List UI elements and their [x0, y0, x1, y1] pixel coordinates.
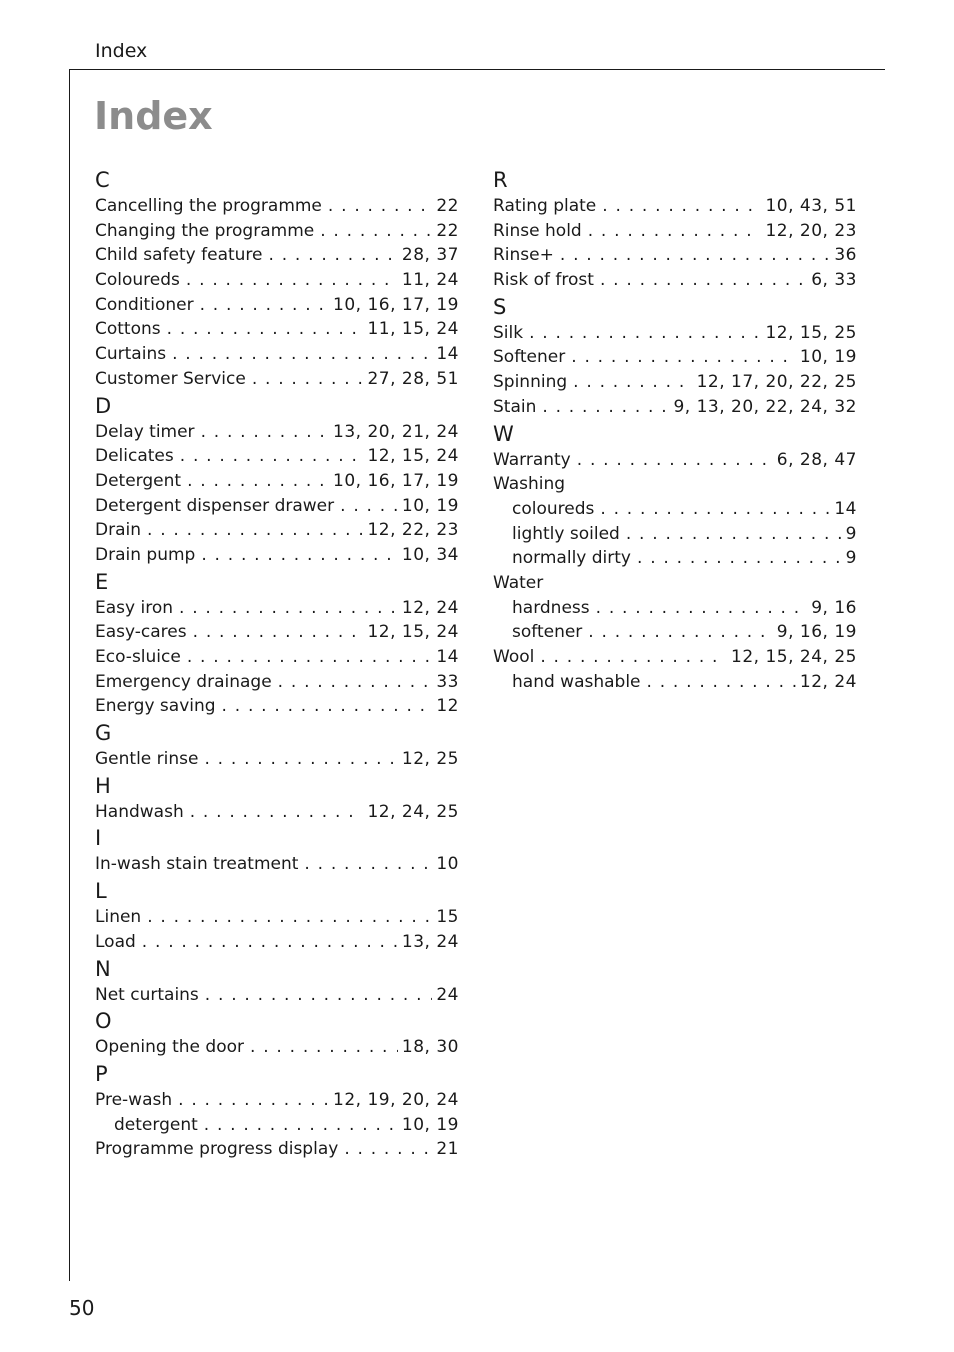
entry-pages: 28, 37 [401, 245, 459, 266]
entry-pages: 9, 13, 20, 22, 24, 32 [673, 396, 857, 417]
entry-pages: 12, 24, 25 [367, 801, 459, 822]
dot-leader [187, 645, 433, 670]
entry-term: Washing [493, 474, 566, 495]
entry-term: softener [512, 622, 583, 643]
entry-pages: 12, 15, 25 [765, 322, 857, 343]
dot-leader [542, 395, 669, 420]
entry-pages: 12, 19, 20, 24 [333, 1089, 459, 1110]
index-column-right [493, 166, 857, 694]
page-title: Index [94, 94, 213, 138]
entry-term: Risk of frost [493, 270, 594, 291]
entry-term: Delicates [95, 446, 174, 467]
entry-pages: 27, 28, 51 [367, 368, 459, 389]
section-letter: W [493, 421, 514, 446]
dot-leader [250, 1035, 398, 1060]
entry-term: hardness [512, 597, 590, 618]
index-column-left [95, 166, 459, 1162]
index-subentry [493, 670, 857, 695]
index-entry [493, 370, 857, 395]
dot-leader [147, 518, 363, 543]
entry-pages: 10, 43, 51 [765, 196, 857, 216]
entry-term: Detergent dispenser drawer [95, 495, 335, 516]
index-entry [95, 620, 459, 645]
entry-term: Easy-cares [95, 622, 187, 643]
index-entry [95, 747, 459, 772]
entry-pages: 12, 24 [799, 671, 857, 692]
dot-leader [626, 522, 842, 547]
index-section-e [95, 568, 459, 719]
index-entry [493, 268, 857, 293]
entry-pages: 14 [436, 344, 459, 365]
index-entry [95, 543, 459, 568]
entry-term: Spinning [493, 372, 568, 393]
entry-pages: 22 [436, 196, 459, 216]
entry-pages: 10, 19 [401, 495, 459, 516]
dot-leader [179, 596, 398, 621]
entry-pages: 36 [834, 245, 857, 266]
index-entry [95, 930, 459, 955]
dot-leader [637, 546, 842, 571]
entry-term: Drain [95, 520, 141, 541]
entry-term: Delay timer [95, 421, 195, 442]
section-letter: D [95, 393, 112, 418]
dot-leader [602, 194, 761, 219]
index-section-o [95, 1007, 459, 1060]
index-entry [95, 670, 459, 695]
dot-leader [647, 670, 796, 695]
index-entry [95, 1035, 459, 1060]
dot-leader [186, 268, 398, 293]
entry-term: Handwash [95, 801, 184, 822]
section-letter: C [95, 168, 110, 192]
entry-term: Curtains [95, 344, 167, 365]
entry-term: Child safety feature [95, 245, 263, 266]
section-letter: I [95, 826, 102, 851]
entry-pages: 10, 19 [799, 347, 857, 368]
entry-pages: 12, 25 [401, 749, 459, 770]
index-subentry [493, 522, 857, 547]
entry-pages: 10, 34 [401, 544, 459, 565]
entry-term: Water [493, 572, 544, 593]
entry-pages: 14 [834, 498, 857, 519]
dot-leader [178, 1088, 329, 1113]
index-entry [95, 342, 459, 367]
entry-term: Cancelling the programme [95, 196, 322, 216]
dot-leader [588, 620, 773, 645]
entry-pages: 22 [436, 220, 459, 241]
entry-term: Customer Service [95, 368, 246, 389]
index-entry [493, 243, 857, 268]
index-section-p [95, 1060, 459, 1162]
dot-leader [204, 747, 397, 772]
entry-pages: 12, 15, 24 [367, 446, 459, 467]
entry-term: Programme progress display [95, 1139, 339, 1160]
entry-term: Eco-sluice [95, 647, 181, 667]
header-rule [69, 69, 885, 70]
index-entry [493, 219, 857, 244]
dot-leader [560, 243, 830, 268]
entry-term: hand washable [512, 671, 641, 692]
index-entry [95, 469, 459, 494]
dot-leader [344, 1137, 432, 1162]
page-number: 50 [69, 1296, 95, 1320]
entry-term: In-wash stain treatment [95, 854, 299, 875]
index-section-n [95, 955, 459, 1008]
index-entry [95, 645, 459, 670]
dot-leader [167, 317, 364, 342]
index-entry [493, 395, 857, 420]
section-letter: G [95, 721, 112, 746]
index-section-s [493, 293, 857, 420]
entry-term: Rating plate [493, 196, 597, 216]
index-section-c [95, 166, 459, 392]
section-letter: N [95, 956, 111, 981]
entry-term: Detergent [95, 470, 182, 491]
margin-rule [69, 69, 70, 1281]
index-subentry [493, 620, 857, 645]
dot-leader [180, 444, 364, 469]
index-entry [95, 194, 459, 219]
dot-leader [204, 1113, 398, 1138]
entry-pages: 21 [436, 1139, 459, 1160]
index-entry [95, 268, 459, 293]
entry-pages: 9 [845, 523, 857, 544]
index-entry [493, 571, 857, 596]
entry-pages: 10 [436, 854, 459, 875]
index-entry [95, 1088, 459, 1113]
dot-leader [201, 543, 398, 568]
dot-leader [252, 367, 364, 392]
index-entry [95, 317, 459, 342]
dot-leader [320, 219, 432, 244]
entry-term: Easy iron [95, 597, 173, 618]
entry-pages: 12 [436, 696, 459, 717]
entry-pages: 9, 16, 19 [776, 622, 857, 643]
entry-pages: 11, 24 [401, 270, 459, 291]
dot-leader [147, 905, 432, 930]
index-section-r [493, 166, 857, 293]
entry-term: Rinse+ [493, 245, 554, 266]
entry-term: Coloureds [95, 270, 180, 291]
entry-pages: 12, 22, 23 [367, 520, 459, 541]
index-entry [95, 905, 459, 930]
index-section-g [95, 719, 459, 772]
index-entry [95, 518, 459, 543]
entry-term: Softener [493, 347, 566, 368]
entry-pages: 33 [436, 671, 459, 692]
running-header: Index [95, 40, 148, 62]
index-subentry [493, 546, 857, 571]
entry-pages: 12, 15, 24, 25 [731, 647, 857, 667]
dot-leader [187, 469, 329, 494]
dot-leader [529, 321, 761, 346]
entry-pages: 10, 16, 17, 19 [333, 294, 459, 315]
entry-pages: 13, 20, 21, 24 [333, 421, 459, 442]
entry-term: Warranty [493, 449, 571, 470]
index-section-d [95, 392, 459, 568]
entry-term: Changing the programme [95, 220, 315, 241]
entry-term: lightly soiled [512, 523, 620, 544]
entry-term: Linen [95, 907, 142, 928]
index-section-i [95, 824, 459, 877]
entry-pages: 24 [436, 984, 459, 1005]
entry-pages: 18, 30 [401, 1037, 459, 1058]
section-letter: H [95, 773, 111, 798]
index-entry [95, 800, 459, 825]
index-subentry [95, 1113, 459, 1138]
dot-leader [200, 293, 329, 318]
index-entry [95, 367, 459, 392]
section-letter: S [493, 294, 507, 319]
index-entry [95, 852, 459, 877]
entry-term: Stain [493, 396, 537, 417]
entry-term: Pre-wash [95, 1089, 173, 1110]
dot-leader [205, 983, 433, 1008]
entry-pages: 11, 15, 24 [367, 319, 459, 340]
dot-leader [172, 342, 432, 367]
entry-term: Conditioner [95, 294, 194, 315]
index-entry [95, 219, 459, 244]
dot-leader [596, 596, 808, 621]
dot-leader [577, 448, 773, 473]
index-entry [95, 444, 459, 469]
entry-term: Drain pump [95, 544, 196, 565]
index-entry [95, 293, 459, 318]
entry-pages: 10, 19 [401, 1114, 459, 1135]
entry-pages: 12, 20, 23 [765, 220, 857, 241]
dot-leader [222, 694, 433, 719]
entry-term: Wool [493, 647, 535, 667]
entry-pages: 9 [845, 548, 857, 569]
entry-pages: 9, 16 [811, 597, 857, 618]
entry-term: detergent [114, 1114, 198, 1135]
dot-leader [201, 420, 329, 445]
entry-term: Load [95, 931, 136, 952]
entry-term: Opening the door [95, 1037, 244, 1058]
entry-pages: 6, 28, 47 [776, 449, 857, 470]
entry-term: normally dirty [512, 548, 631, 569]
dot-leader [600, 497, 830, 522]
entry-term: Cottons [95, 319, 161, 340]
dot-leader [190, 800, 364, 825]
entry-term: Gentle rinse [95, 749, 199, 770]
entry-pages: 10, 16, 17, 19 [333, 470, 459, 491]
index-entry [493, 194, 857, 219]
dot-leader [573, 370, 692, 395]
index-subentry [493, 596, 857, 621]
index-entry [493, 321, 857, 346]
section-letter: E [95, 569, 109, 594]
entry-pages: 13, 24 [401, 931, 459, 952]
dot-leader [304, 852, 432, 877]
dot-leader [540, 645, 727, 670]
index-section-w [493, 420, 857, 695]
entry-term: Emergency drainage [95, 671, 272, 692]
dot-leader [600, 268, 807, 293]
index-section-l [95, 877, 459, 954]
entry-pages: 6, 33 [811, 270, 857, 291]
index-entry [95, 694, 459, 719]
entry-term: Silk [493, 322, 524, 343]
index-entry [95, 420, 459, 445]
index-entry [493, 472, 857, 497]
dot-leader [269, 243, 398, 268]
entry-term: coloureds [512, 498, 595, 519]
index-entry [95, 1137, 459, 1162]
entry-term: Rinse hold [493, 220, 582, 241]
index-entry [493, 645, 857, 670]
dot-leader [142, 930, 398, 955]
dot-leader [588, 219, 762, 244]
section-letter: P [95, 1061, 108, 1086]
dot-leader [340, 494, 398, 519]
index-entry [95, 983, 459, 1008]
index-section-h [95, 772, 459, 825]
entry-term: Energy saving [95, 696, 216, 717]
entry-pages: 12, 24 [401, 597, 459, 618]
entry-pages: 12, 15, 24 [367, 622, 459, 643]
index-subentry [493, 497, 857, 522]
index-entry [493, 448, 857, 473]
index-entry [95, 494, 459, 519]
entry-pages: 15 [436, 907, 459, 928]
index-entry [95, 243, 459, 268]
entry-pages: 14 [436, 647, 459, 667]
entry-pages: 12, 17, 20, 22, 25 [696, 372, 857, 393]
dot-leader [278, 670, 433, 695]
index-entry [95, 596, 459, 621]
section-letter: R [493, 168, 508, 192]
dot-leader [571, 345, 796, 370]
index-entry [493, 345, 857, 370]
section-letter: O [95, 1009, 112, 1034]
dot-leader [193, 620, 364, 645]
section-letter: L [95, 879, 107, 904]
dot-leader [328, 194, 432, 219]
entry-term: Net curtains [95, 984, 199, 1005]
